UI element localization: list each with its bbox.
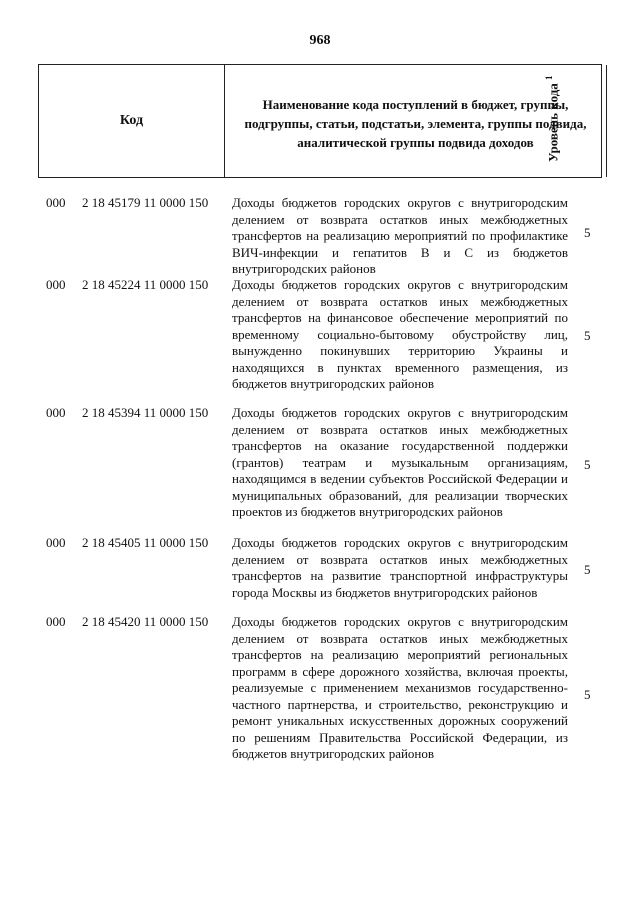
header-code-cell xyxy=(39,65,225,177)
row-level: 5 xyxy=(584,457,591,472)
header-code-label: Код xyxy=(119,113,144,128)
row-prefix: 000 xyxy=(46,195,66,210)
row-description: Доходы бюджетов городских округов с внутригородским делением от возврата остатков иных межбюджетных трансфертов на развитие транспортной инфраструктуры города Москвы из бюджетов внутригородских районов xyxy=(232,535,568,600)
row-code: 2 18 45179 11 0000 150 xyxy=(82,195,209,210)
row-description: Доходы бюджетов городских округов с внутригородским делением от возврата остатков иных межбюджетных трансфертов на оказание государственной поддержки (грантов) театрам и музыкальным организациям, находящимся в ведении субъектов Российской Федерации и муниципальных образований, для реализации творческих проектов из бюджетов внутригородских районов xyxy=(232,405,568,519)
header-level-cell xyxy=(607,65,640,177)
page-number: 968 xyxy=(309,33,331,48)
row-prefix: 000 xyxy=(46,614,66,629)
row-code: 2 18 45224 11 0000 150 xyxy=(82,277,209,292)
row-code: 2 18 45420 11 0000 150 xyxy=(82,614,209,629)
row-level: 5 xyxy=(584,328,591,343)
row-description: Доходы бюджетов городских округов с внутригородским делением от возврата остатков иных межбюджетных трансфертов на реализацию мероприятий по профилактике ВИЧ-инфекции и гепатитов В и С из бюджетов внутригородских районов xyxy=(232,195,568,276)
row-level: 5 xyxy=(584,562,591,577)
row-prefix: 000 xyxy=(46,277,66,292)
row-description: Доходы бюджетов городских округов с внутригородским делением от возврата остатков иных межбюджетных трансфертов на финансовое обеспечение мероприятий по временному социально-бытовому обустройству лиц, вынужденно покинувших территорию Украины и находящихся в пунктах временного размещения, из бюджетов внутригородских районов xyxy=(232,277,568,391)
row-prefix: 000 xyxy=(46,535,66,550)
row-level: 5 xyxy=(584,687,591,702)
header-level-text: Уровень кода xyxy=(545,83,561,162)
row-level: 5 xyxy=(584,225,591,240)
row-prefix: 000 xyxy=(46,405,66,420)
header-name-label: Наименование кода поступлений в бюджет, группы, подгруппы, статьи, подстатьи, элемента, группы подвида, аналитической группы подвида доходов xyxy=(244,97,587,150)
header-level-label xyxy=(544,75,561,162)
header-level-footnote: 1 xyxy=(544,75,554,80)
row-description: Доходы бюджетов городских округов с внутригородским делением от возврата остатков иных межбюджетных трансфертов на реализацию мероприятий региональных программ в сфере дорожного хозяйства, включая проекты, реализуемые с применением механизмов государственно-частного партнерства, и строительство, реконструкцию и ремонт уникальных искусственных дорожных сооружений по решениям Правительства Российской Федерации, из бюджетов внутригородских районов xyxy=(232,614,568,761)
table-header xyxy=(38,64,602,178)
row-code: 2 18 45405 11 0000 150 xyxy=(82,535,209,550)
row-code: 2 18 45394 11 0000 150 xyxy=(82,405,209,420)
